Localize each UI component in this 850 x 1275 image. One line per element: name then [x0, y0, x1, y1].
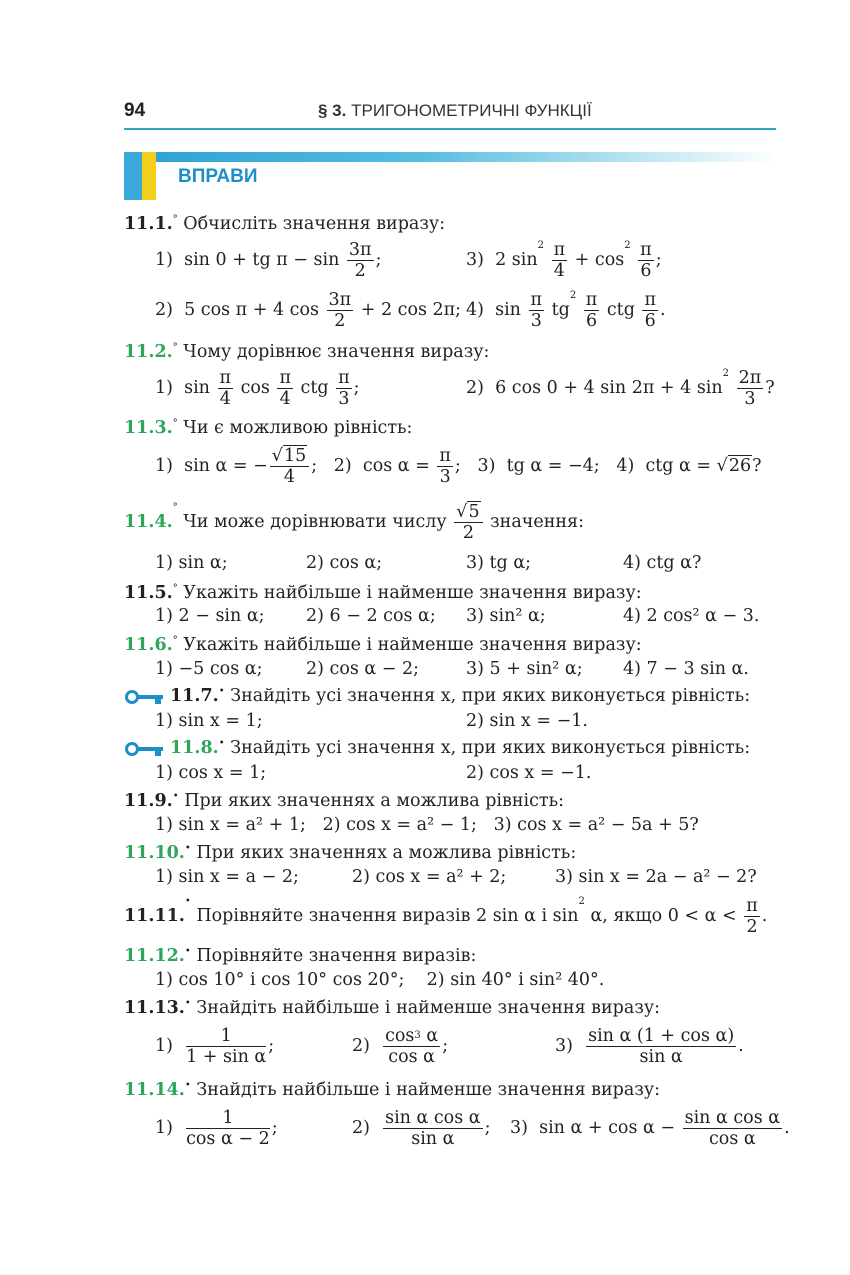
- exercise-11-9: 11.9.• При яких значеннях a можлива рівність:: [124, 791, 565, 811]
- exercise-11-1: 11.1.° Обчисліть значення виразу:: [124, 214, 446, 234]
- exercise-11-2: 11.2.° Чому дорівнює значення виразу:: [124, 342, 490, 362]
- running-header: [318, 101, 592, 121]
- item-11-1-3: 3) 2 $\sin^2$ $\frac{\pi}{4}$ + $\cos^2$ $\frac{\pi}{6}$ ;: [466, 240, 662, 281]
- item-11-5-2: 2) 6 − 2 cos α;: [306, 606, 436, 626]
- item-11-6-3: 3) 5 + sin² α;: [466, 659, 583, 679]
- item-11-2-2: 2) 6 cos 0 + 4 sin 2π + 4 $\sin^2$ $\frac{2\pi}{3}$ ?: [466, 368, 775, 409]
- item-11-4-2: 2) cos α;: [306, 553, 383, 573]
- item-11-4-3: 3) tg α;: [466, 553, 532, 573]
- exercise-11-6: 11.6.° Укажіть найбільше і найменше значення виразу:: [124, 635, 642, 655]
- item-11-5-1: 1) 2 − sin α;: [155, 606, 265, 626]
- item-11-4-4: 4) ctg α?: [623, 553, 702, 573]
- item-11-10-2: 2) cos x = a² + 2;: [352, 867, 507, 887]
- item-11-1-2: 2) 5 cos π + 4 cos $\frac{3\pi}{2}$ + 2 cos 2π;: [155, 290, 462, 331]
- item-11-5-3: 3) sin² α;: [466, 606, 546, 626]
- key-icon: [125, 742, 165, 756]
- item-11-5-4: 4) 2 cos² α − 3.: [623, 606, 760, 626]
- exercise-11-7: 11.7.• Знайдіть усі значення x, при яких виконується рівність:: [170, 686, 751, 706]
- item-11-12: 1) cos 10° і cos 10° cos 20°; 2) sin 40° і sin² 40°.: [155, 970, 605, 990]
- item-11-2-1: 1) sin $\frac{\pi}{4}$ cos $\frac{\pi}{4}$ ctg $\frac{\pi}{3}$ ;: [155, 368, 360, 409]
- exercise-11-13: 11.13.• Знайдіть найбільше і найменше значення виразу:: [124, 998, 661, 1018]
- item-11-13-2: 2) $\frac{\cos^3 \alpha}{\text{cos α}}$ ;: [352, 1026, 449, 1067]
- exercise-11-4: 11.4.° Чи може дорівнювати числу $\frac{√5}{2}$ значення:: [124, 502, 584, 543]
- exercise-11-12: 11.12.• Порівняйте значення виразів:: [124, 946, 477, 966]
- item-11-3: 1) sin α = − $\frac{√15}{4}$ ; 2) cos α = $\frac{\pi}{3}$ ; 3) tg α = −4; 4) ctg α = √26?: [155, 446, 762, 487]
- item-11-9: 1) sin x = a² + 1; 2) cos x = a² − 1; 3) cos x = a² − 5a + 5?: [155, 815, 699, 835]
- section-prefix: § 3.: [318, 101, 347, 120]
- exercise-11-11: 11.11.• Порівняйте значення виразів 2 sin α і $\sin^2 \alpha$, якщо 0 < α < $\frac{\pi}{2}$ .: [124, 896, 768, 937]
- item-11-10-1: 1) sin x = a − 2;: [155, 867, 299, 887]
- exercise-number: 11.1.: [124, 214, 173, 234]
- exercise-11-5: 11.5.° Укажіть найбільше і найменше значення виразу:: [124, 583, 642, 603]
- section-heading: ВПРАВИ: [178, 166, 258, 187]
- key-icon: [125, 690, 165, 704]
- item-11-6-4: 4) 7 − 3 sin α.: [623, 659, 749, 679]
- exercise-11-14: 11.14.• Знайдіть найбільше і найменше значення виразу:: [124, 1080, 661, 1100]
- section-title: ТРИГОНОМЕТРИЧНІ ФУНКЦІЇ: [351, 101, 592, 120]
- header-rule: [124, 128, 776, 130]
- flag-yellow: [142, 152, 156, 200]
- page-number: 94: [124, 100, 146, 121]
- exercise-11-3: 11.3.° Чи є можливою рівність:: [124, 418, 413, 438]
- item-11-8-1: 1) cos x = 1;: [155, 763, 267, 783]
- item-11-7-2: 2) sin x = −1.: [466, 711, 588, 731]
- gradient-bar: [124, 152, 776, 162]
- exercise-text: Обчисліть значення виразу:: [183, 214, 446, 234]
- flag-blue: [124, 152, 142, 200]
- item-11-10-3: 3) sin x = 2a − a² − 2?: [555, 867, 757, 887]
- item-11-1-1: 1) sin 0 + tg π − sin $\frac{3\pi}{2}$ ;: [155, 240, 382, 281]
- exercise-11-8: 11.8.• Знайдіть усі значення x, при яких виконується рівність:: [170, 738, 751, 758]
- item-11-4-1: 1) sin α;: [155, 553, 228, 573]
- item-11-7-1: 1) sin x = 1;: [155, 711, 263, 731]
- item-11-13-3: 3) $\frac{\text{sin α (1 + cos α)}}{\text{sin α}}$ .: [555, 1026, 744, 1067]
- item-11-14-3: 3) sin α + cos α − $\frac{\text{sin α cos α}}{\text{cos α}}$ .: [510, 1108, 790, 1149]
- item-11-1-4: 4) sin $\frac{\pi}{3}$ $tg^2$ $\frac{\pi}{6}$ ctg $\frac{\pi}{6}$ .: [466, 290, 666, 331]
- item-11-8-2: 2) cos x = −1.: [466, 763, 592, 783]
- item-11-14-1: 1) $\frac{1}{\text{cos α − 2}}$ ;: [155, 1108, 278, 1149]
- item-11-6-2: 2) cos α − 2;: [306, 659, 420, 679]
- exercise-11-10: 11.10.• При яких значеннях a можлива рівність:: [124, 843, 577, 863]
- item-11-13-1: 1) $\frac{1}{\text{1 + sin α}}$ ;: [155, 1026, 275, 1067]
- item-11-6-1: 1) −5 cos α;: [155, 659, 263, 679]
- item-11-14-2: 2) $\frac{\text{sin α cos α}}{\text{sin α}}$ ;: [352, 1108, 491, 1149]
